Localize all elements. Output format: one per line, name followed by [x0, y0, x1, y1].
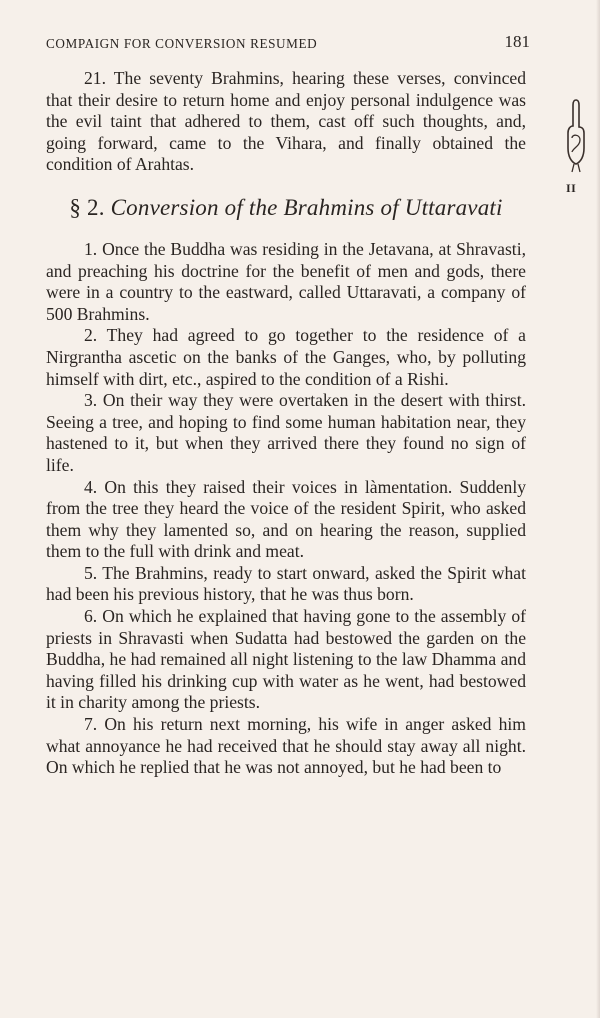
- page-number: 181: [504, 32, 530, 51]
- paragraph-2: 2. They had agreed to go together to the residence of a Nirgrantha ascetic on the banks of the Ganges, who, by polluting himself with dirt, etc., aspired to the condition of a Rishi.: [46, 325, 526, 389]
- body-text: [46, 68, 526, 779]
- running-title: COMPAIGN FOR CONVERSION RESUMED: [46, 36, 318, 51]
- paragraph-21: 21. The seventy Brahmins, hearing these verses, convinced that their desire to return home and enjoy personal indulgence was the evil taint that adhered to them, cast off such thoughts, and, going forward, came to the Vihara, and finally obtained the condition of Arahtas.: [46, 68, 526, 175]
- section-body: [46, 239, 526, 779]
- section-symbol: § 2.: [69, 194, 105, 220]
- raised-hand-icon: [558, 96, 594, 176]
- running-head: [46, 30, 530, 54]
- page-edge-shadow: [596, 0, 600, 1018]
- section-heading: [46, 195, 526, 221]
- margin-part-label: II: [566, 181, 577, 195]
- paragraph-7: 7. On his return next morning, his wife in anger asked him what annoyance he had received that he should stay away all night. On which he replied that he was not annoyed, but he had been to: [46, 714, 526, 778]
- paragraph-6: 6. On which he explained that having gone to the assembly of priests in Shravasti when Sudatta had bestowed the garden on the Buddha, he had remained all night listening to the law Dhamma and having filled his drinking cup with water as he went, had bestowed it in charity among the priests.: [46, 606, 526, 713]
- paragraph-5: 5. The Brahmins, ready to start onward, asked the Spirit what had been his previous history, that he was thus born.: [46, 562, 526, 605]
- section-title: Conversion of the Brahmins of Uttaravati: [110, 194, 503, 220]
- paragraph-3: 3. On their way they were overtaken in the desert with thirst. Seeing a tree, and hoping to find some human habitation near, they hastened to it, but when they arrived there they found no sign of life.: [46, 390, 526, 475]
- paragraph-4: 4. On this they raised their voices in làmentation. Suddenly from the tree they heard the voice of the resident Spirit, who asked them why they lamented so, and on hearing the reason, supplied them to the full with drink and meat.: [46, 476, 526, 562]
- paragraph-1: 1. Once the Buddha was residing in the Jetavana, at Shravasti, and preaching his doctrine for the benefit of men and gods, there were in a country to the eastward, called Uttaravati, a company of 500 Brahmins.: [46, 238, 526, 324]
